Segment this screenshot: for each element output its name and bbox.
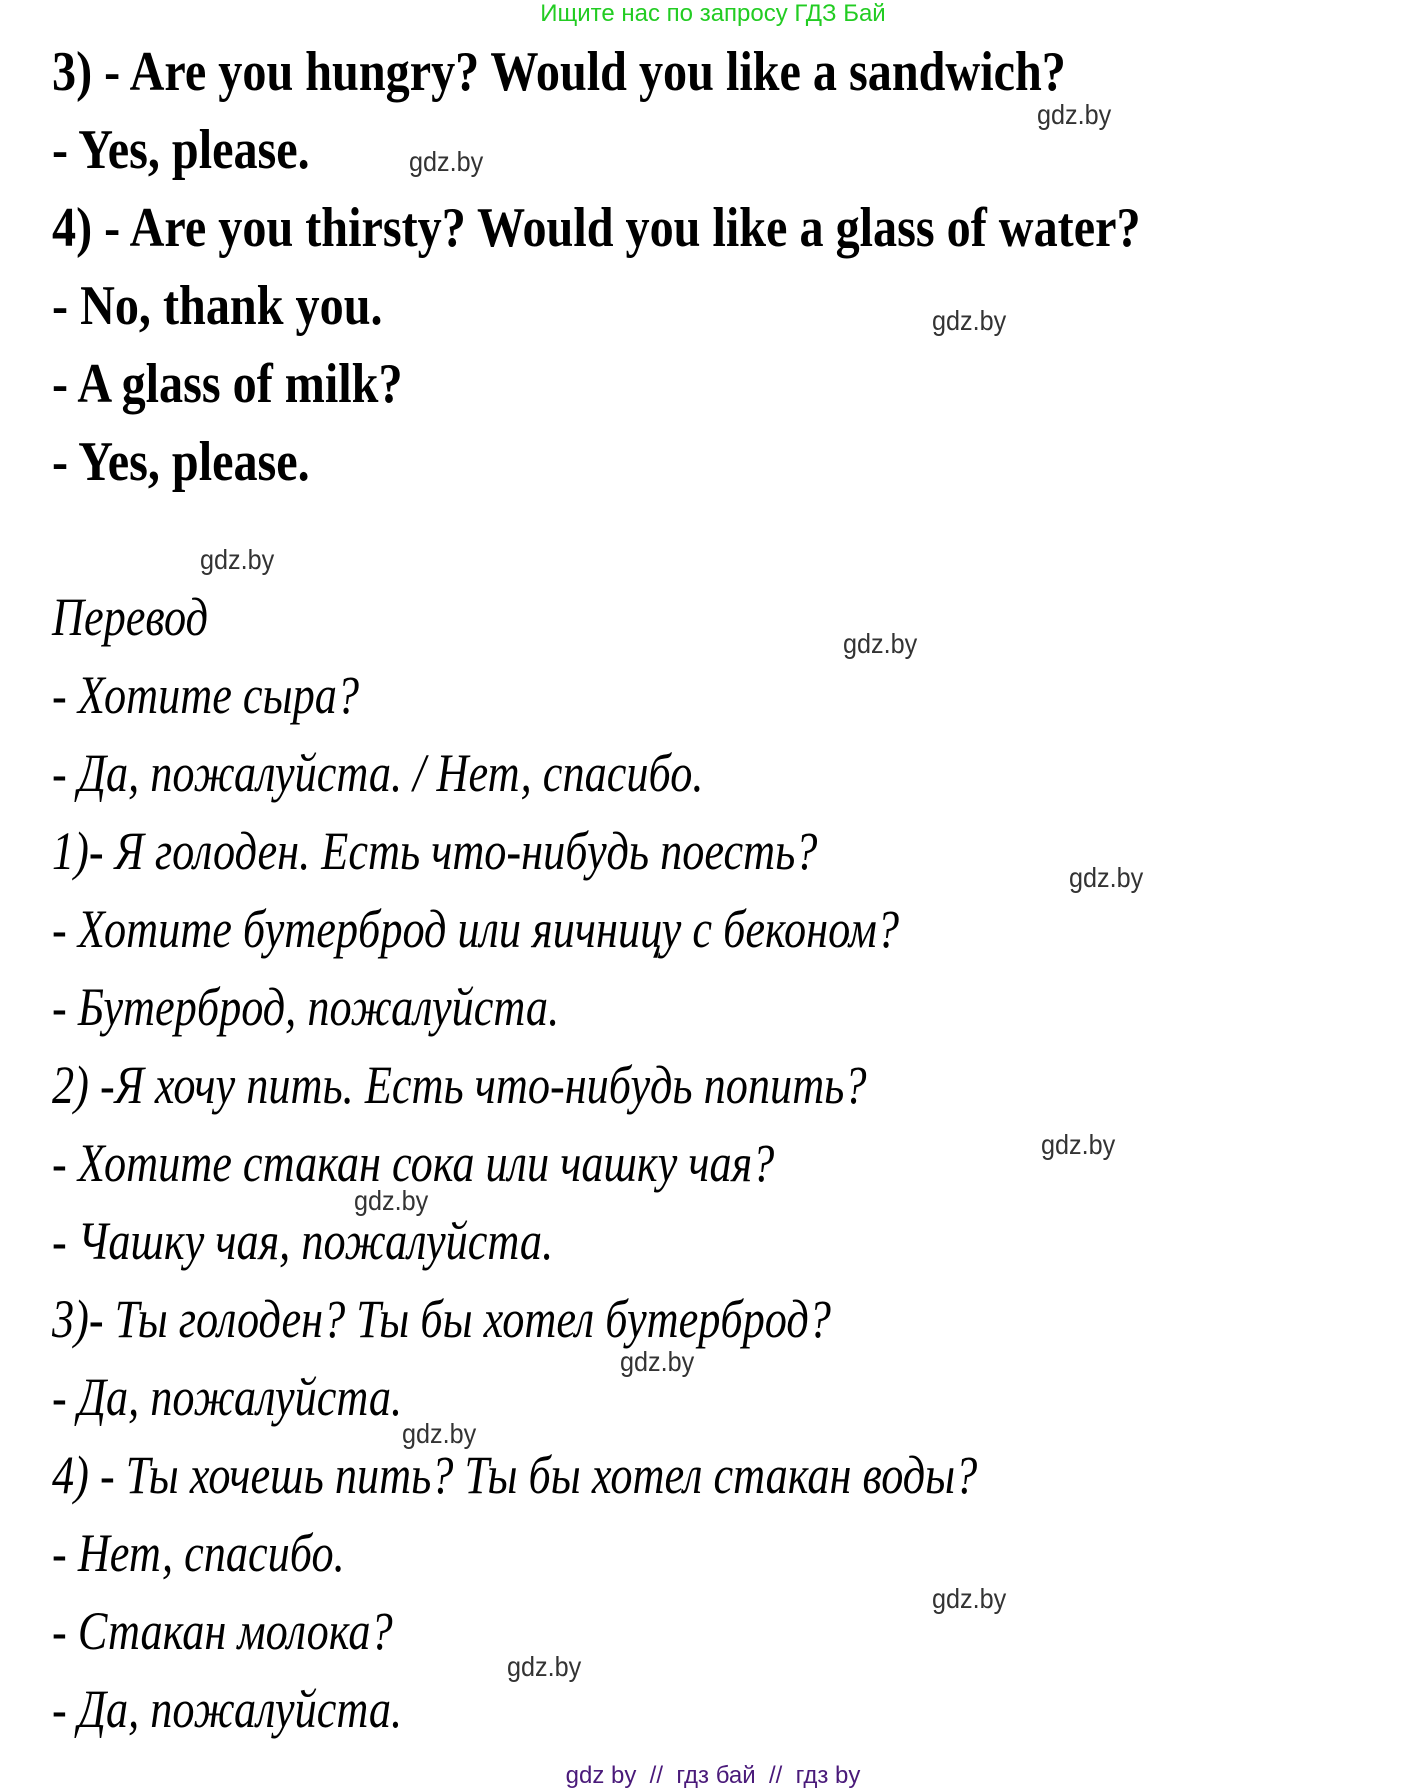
translation-heading: Перевод [52, 587, 209, 647]
watermark: gdz.by [402, 1418, 477, 1449]
translation-line-5: - Бутерброд, пожалуйста. [52, 977, 560, 1037]
watermark: gdz.by [200, 544, 275, 575]
watermark: gdz.by [354, 1185, 429, 1216]
translation-line-3: 1)- Я голоден. Есть что-нибудь поесть? [52, 821, 818, 881]
translation-line-7: - Хотите стакан сока или чашку чая? [52, 1133, 775, 1193]
search-banner[interactable]: Ищите нас по запросу ГДЗ Бай [540, 0, 886, 27]
watermark: gdz.by [507, 1651, 582, 1682]
translation-line-6: 2) -Я хочу пить. Есть что-нибудь попить? [52, 1055, 867, 1115]
watermark: gdz.by [932, 1583, 1007, 1614]
english-line-6: - Yes, please. [52, 431, 310, 493]
translation-line-8: - Чашку чая, пожалуйста. [52, 1211, 554, 1271]
translation-line-10: - Да, пожалуйста. [52, 1367, 403, 1427]
english-line-2: - Yes, please. [52, 119, 310, 181]
translation-line-4: - Хотите бутерброд или яичницу с беконом? [52, 899, 900, 959]
translation-line-9: 3)- Ты голоден? Ты бы хотел бутерброд? [52, 1289, 831, 1349]
watermark: gdz.by [932, 305, 1007, 336]
watermark: gdz.by [1069, 862, 1144, 893]
translation-line-13: - Стакан молока? [52, 1601, 393, 1661]
watermark: gdz.by [409, 146, 484, 177]
english-line-3: 4) - Are you thirsty? Would you like a glass of water? [52, 197, 1141, 259]
watermark: gdz.by [1037, 99, 1112, 130]
english-line-5: - A glass of milk? [52, 353, 403, 415]
footer-links[interactable]: gdz by // гдз бай // гдз by [565, 1762, 861, 1789]
watermark: gdz.by [843, 628, 918, 659]
translation-line-11: 4) - Ты хочешь пить? Ты бы хотел стакан воды? [52, 1445, 978, 1505]
watermark: gdz.by [620, 1346, 695, 1377]
watermark: gdz.by [1041, 1129, 1116, 1160]
translation-line-2: - Да, пожалуйста. / Нет, спасибо. [52, 743, 704, 803]
translation-line-14: - Да, пожалуйста. [52, 1679, 403, 1739]
translation-line-1: - Хотите сыра? [52, 665, 360, 725]
english-line-4: - No, thank you. [52, 275, 383, 337]
translation-line-12: - Нет, спасибо. [52, 1523, 345, 1583]
english-line-1: 3) - Are you hungry? Would you like a sandwich? [52, 41, 1066, 103]
